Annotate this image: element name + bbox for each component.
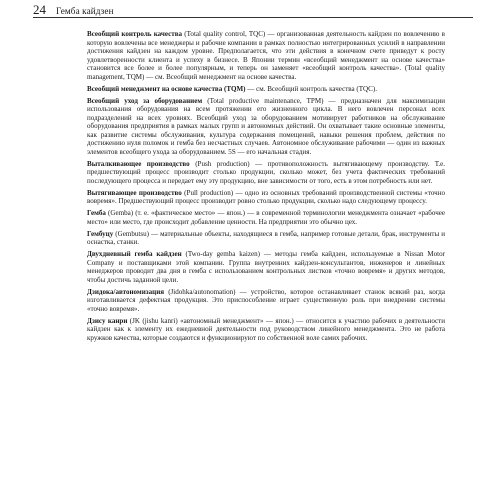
entry-term: Дзису канри [87, 316, 128, 325]
entry-term: Двухдневный гемба кайдзен [87, 250, 182, 259]
entry-definition: (Gemba) (т. е. «фактическое место» — япон.) — в современной терминологии менеджмента означает «рабочее место» или место, где происходит добавление ценности. На предприятии это обычно цех. [87, 209, 445, 226]
entry-term: Гемба [87, 209, 106, 218]
entry-term: Выталкивающее производство [87, 159, 190, 168]
entry-term: Вытягивающее производство [87, 188, 182, 197]
running-header [33, 2, 473, 16]
entry-definition: (JK (jishu kanri) «автономный менеджмент» — япон.) — относится к участию рабочих в деятельности кайдзен как к элементу их ежедневной деятельности под руководством линейного менеджмента. Это не работа кружков качества, которые создаются и функционируют по собственной воле самих рабочих. [87, 316, 445, 343]
entry-term: Гембуцу [87, 229, 114, 238]
entry-term: Всеобщий уход за оборудованием [87, 96, 203, 105]
glossary-entry [87, 250, 445, 284]
glossary-entry [87, 189, 445, 206]
glossary-entry [87, 85, 445, 94]
glossary-entry [87, 209, 445, 226]
entry-definition: (Pull production) — одно из основных требований производственной системы «точно вовремя». Предшествующий процесс производит ровно столько продукции, сколько надо следующему процессу. [87, 188, 445, 206]
entry-definition: (Total quality control, TQC) — организованная деятельность кайдзен по вовлечению в которую вовлечены все менеджеры и рабочие компании в рамках полностью интегрированных усилий в направлении достижения кайдзен на каждом уровне. Предполагается, что эти действия в конечном счете приведут к росту удовлетворенности клиента и успеху в бизнесе. В Японии термин «всеобщий менеджмент на основе качества» становится все более и более популярным, и теперь он заменяет «всеобщий контроль качества». (Total quality management, TQM) — см. Всеобщий менеджмент на основе качества. [87, 30, 445, 81]
entry-definition: (Push production) — противоположность вытягивающему производству. Т.е. предшествующий процесс производит столько продукции, сколько может, без учета фактических требований последующего процесса и передает ему эту продукцию, вне зависимости от того, есть в этом потребность или нет. [87, 159, 446, 185]
entry-term: Всеобщий менеджмент на основе качества (TQM) [87, 84, 246, 93]
entry-definition: (Two-day gemba kaizen) — методы гемба кайдзен, используемые в Nissan Motor Company и поставщиками этой компании. Группа внутренних кайдзен-консультантов, инженеров и линейных менеджеров проводит два дня в гемба с использованием контрольных листков «точно вовремя» и других методов, чтобы достичь заданной цели. [87, 250, 445, 284]
glossary-entry [87, 160, 445, 186]
glossary-entry [87, 317, 445, 343]
entry-term: Всеобщий контроль качества [87, 30, 183, 38]
glossary-entry [87, 288, 445, 314]
glossary-body [87, 30, 445, 346]
header-rule [33, 17, 473, 18]
glossary-entry [87, 230, 445, 247]
entry-definition: (Gembutsu) — материальные объекты, находящиеся в гемба, например готовые детали, брак, инструменты и оснастка, станки. [87, 229, 445, 247]
entry-definition: (Total productive maintenance, TPM) — предназначен для максимизации использования оборудования на всем протяжении его жизненного цикла. В него вовлечен персонал всех подразделений на всех уровнях. Всеобщий уход за оборудованием мотивирует работников на обслуживание оборудования предприятия в рамках малых групп и автономных действий. Он охватывает такие основные элементы, как развитие системы обслуживания, культура содержания помещений, навыки решения проблем, действия по достижению нуля поломок и гемба без несчастных случаев. Автономное обслуживание рабочими — один из важных элементов всеобщего ухода за оборудованием. 5S — его начальная стадия. [87, 96, 445, 156]
entry-definition: (Jidohka/autonomation) — устройство, которое останавливает станок всякий раз, когда изготавливается дефектная продукция. Это приспособление играет существенную роль при внедрении системы «точно вовремя». [87, 287, 445, 313]
page-number: 24 [33, 2, 46, 17]
glossary-entry [87, 30, 445, 81]
book-title: Гемба кайдзен [56, 6, 114, 16]
glossary-entry [87, 97, 445, 157]
entry-definition: — см. Всеобщий контроль качества (TQC). [245, 84, 377, 93]
entry-term: Дзидока/автономизация [87, 287, 165, 296]
